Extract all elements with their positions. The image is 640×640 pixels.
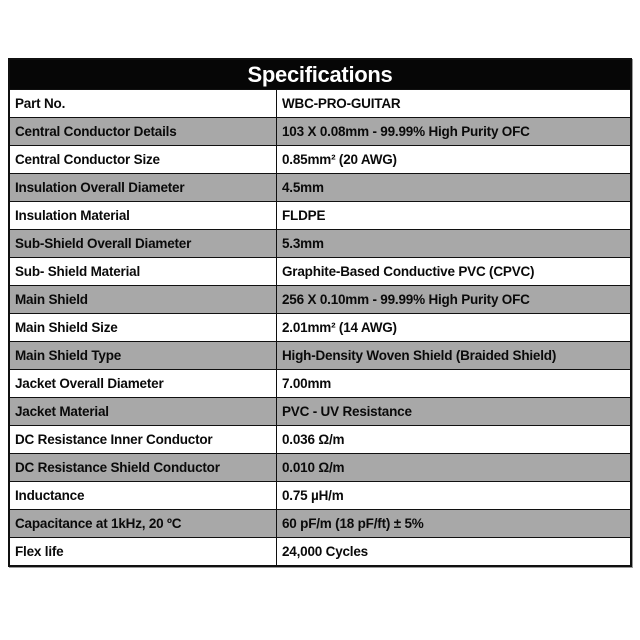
table-row	[10, 173, 630, 201]
row-label: DC Resistance Shield Conductor	[10, 454, 277, 481]
row-label: DC Resistance Inner Conductor	[10, 426, 277, 453]
row-label: Part No.	[10, 90, 277, 117]
row-value: 4.5mm	[282, 180, 324, 195]
table-row	[10, 341, 630, 369]
row-value: 7.00mm	[282, 376, 332, 391]
table-row	[10, 117, 630, 145]
table-row	[10, 453, 630, 481]
row-label: Jacket Material	[10, 398, 277, 425]
spec-table	[8, 58, 632, 567]
row-value: WBC-PRO-GUITAR	[282, 96, 401, 111]
row-value: Graphite-Based Conductive PVC (CPVC)	[282, 264, 535, 279]
table-row	[10, 257, 630, 285]
row-label: Central Conductor Size	[10, 146, 277, 173]
row-value: 2.01mm² (14 AWG)	[282, 320, 397, 335]
table-row	[10, 397, 630, 425]
row-label: Flex life	[10, 538, 277, 565]
table-body	[10, 89, 630, 565]
row-value: High-Density Woven Shield (Braided Shield)	[282, 348, 557, 363]
table-row	[10, 201, 630, 229]
row-value: 103 X 0.08mm - 99.99% High Purity OFC	[282, 124, 530, 139]
row-value: 0.036 Ω/m	[282, 432, 345, 447]
row-value: 0.85mm² (20 AWG)	[282, 152, 397, 167]
row-label: Inductance	[10, 482, 277, 509]
table-row	[10, 285, 630, 313]
row-label: Sub- Shield Material	[10, 258, 277, 285]
row-label: Central Conductor Details	[10, 118, 277, 145]
row-value: 0.010 Ω/m	[282, 460, 345, 475]
row-label: Sub-Shield Overall Diameter	[10, 230, 277, 257]
table-row	[10, 145, 630, 173]
table-row	[10, 369, 630, 397]
row-label: Insulation Material	[10, 202, 277, 229]
row-label: Capacitance at 1kHz, 20 ºC	[10, 510, 277, 537]
row-value: FLDPE	[282, 208, 326, 223]
row-value: 256 X 0.10mm - 99.99% High Purity OFC	[282, 292, 530, 307]
row-value: 24,000 Cycles	[282, 544, 368, 559]
row-label: Main Shield Size	[10, 314, 277, 341]
table-title: Specifications	[10, 60, 630, 89]
table-row	[10, 509, 630, 537]
row-value: 60 pF/m (18 pF/ft) ± 5%	[282, 516, 424, 531]
table-row	[10, 89, 630, 117]
row-label: Main Shield	[10, 286, 277, 313]
row-value: 0.75 µH/m	[282, 488, 344, 503]
row-value: 5.3mm	[282, 236, 324, 251]
table-row	[10, 481, 630, 509]
row-label: Insulation Overall Diameter	[10, 174, 277, 201]
row-label: Jacket Overall Diameter	[10, 370, 277, 397]
table-row	[10, 425, 630, 453]
table-row	[10, 229, 630, 257]
row-label: Main Shield Type	[10, 342, 277, 369]
table-row	[10, 537, 630, 565]
row-value: PVC - UV Resistance	[282, 404, 412, 419]
table-row	[10, 313, 630, 341]
